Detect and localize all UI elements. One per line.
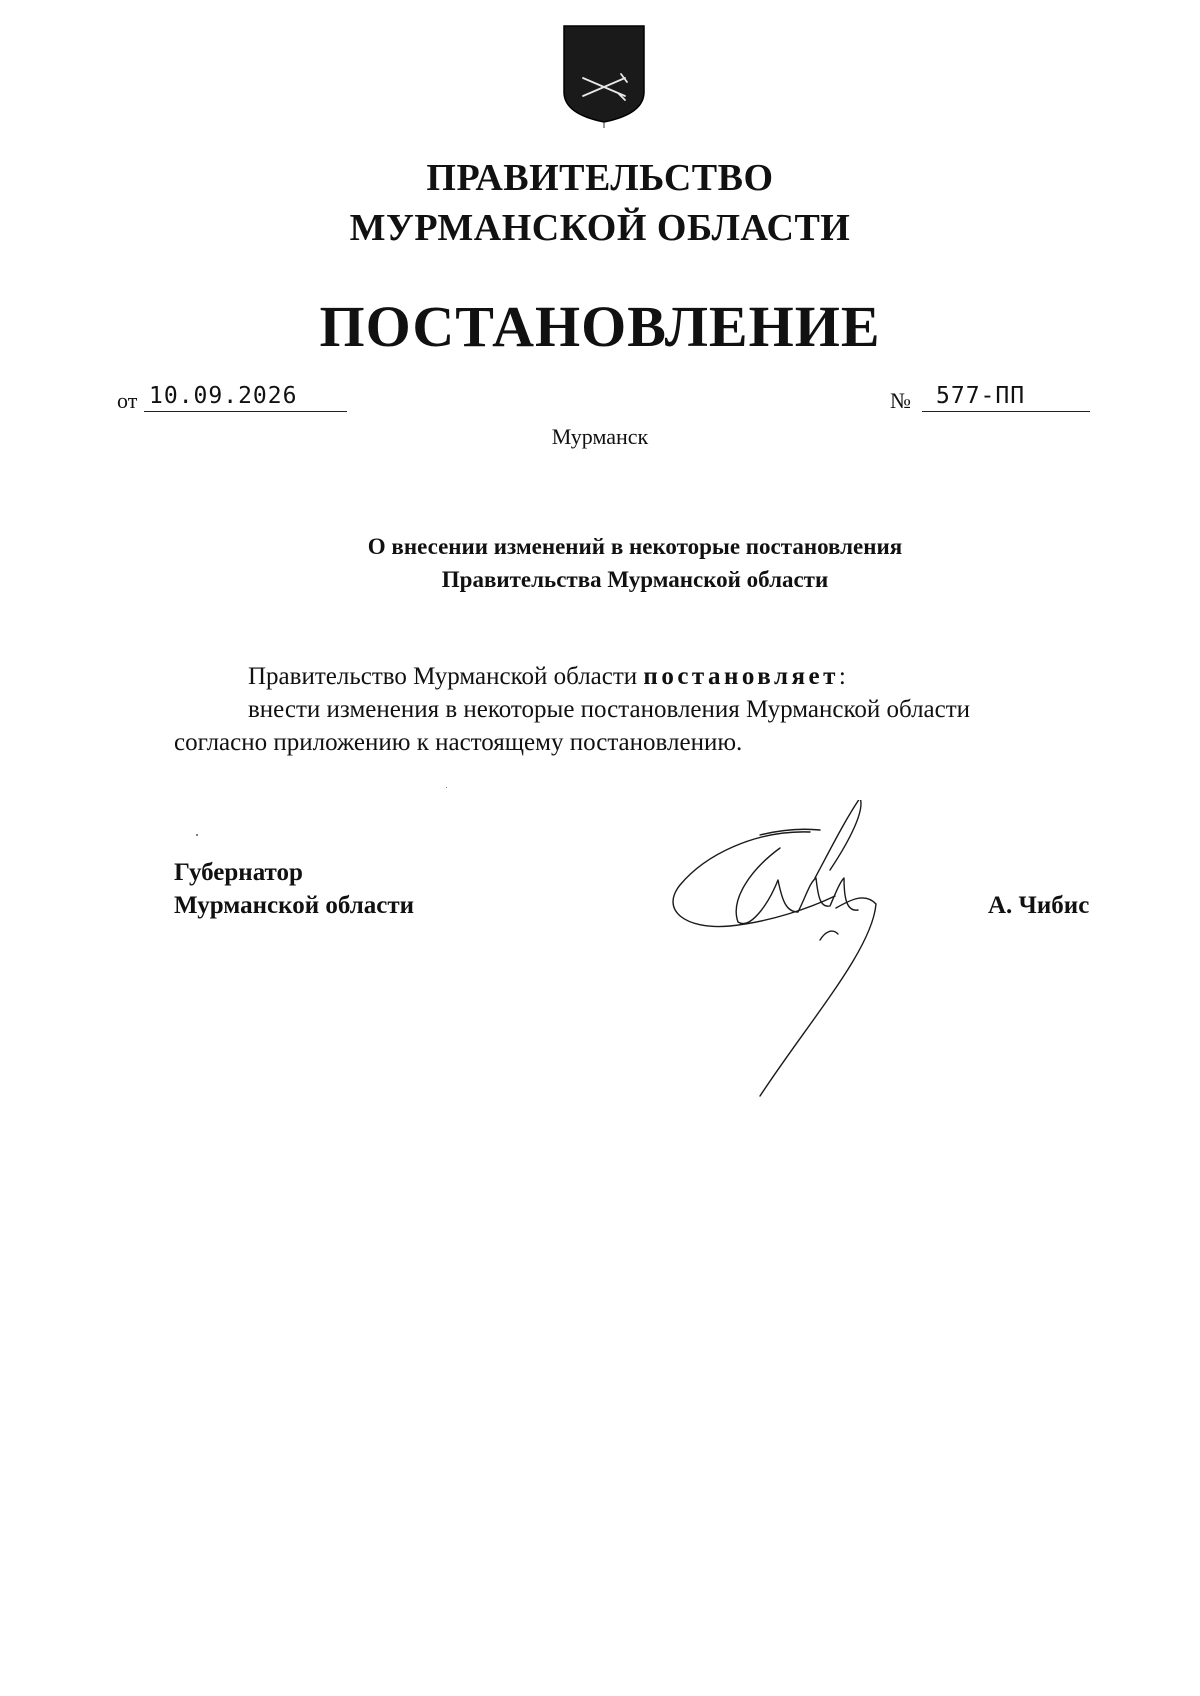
scan-speck <box>196 834 198 836</box>
body-paragraph-1 <box>174 660 1114 693</box>
body-p1-lead: Правительство Мурманской области <box>248 663 644 690</box>
date-underline <box>144 411 347 412</box>
document-type: ПОСТАНОВЛЕНИЕ <box>319 294 881 359</box>
city-name: Мурманск <box>551 424 649 449</box>
signer-position <box>174 856 414 922</box>
body-p1-tail: : <box>838 663 846 690</box>
body-p1-keyword: постановляет <box>643 663 839 690</box>
number-prefix: № <box>890 388 911 413</box>
org-name-line2: МУРМАНСКОЙ ОБЛАСТИ <box>349 207 851 249</box>
subject-line1: О внесении изменений в некоторые постановления <box>367 534 903 559</box>
subject-line2: Правительства Мурманской области <box>441 567 829 592</box>
scan-speck <box>446 787 447 788</box>
number-value: 577-ПП <box>936 383 1026 409</box>
signer-name: А. Чибис <box>988 892 1090 919</box>
date-field <box>117 380 347 414</box>
body-paragraph-2-line2: согласно приложению к настоящему постановлению. <box>174 729 743 756</box>
number-field <box>890 380 1090 414</box>
document-body <box>174 660 1114 759</box>
signer-position-line2: Мурманской области <box>174 892 415 919</box>
handwritten-signature-icon <box>660 800 940 1100</box>
number-underline <box>922 411 1090 412</box>
coat-of-arms-icon <box>561 22 647 130</box>
date-prefix: от <box>117 388 138 413</box>
org-name-line1: ПРАВИТЕЛЬСТВО <box>426 157 774 199</box>
body-paragraph-2-line1: внести изменения в некоторые постановления Мурманской области <box>248 696 971 723</box>
document-subject <box>0 530 1200 596</box>
signer-position-line1: Губернатор <box>174 859 303 886</box>
date-value: 10.09.2026 <box>149 383 298 409</box>
